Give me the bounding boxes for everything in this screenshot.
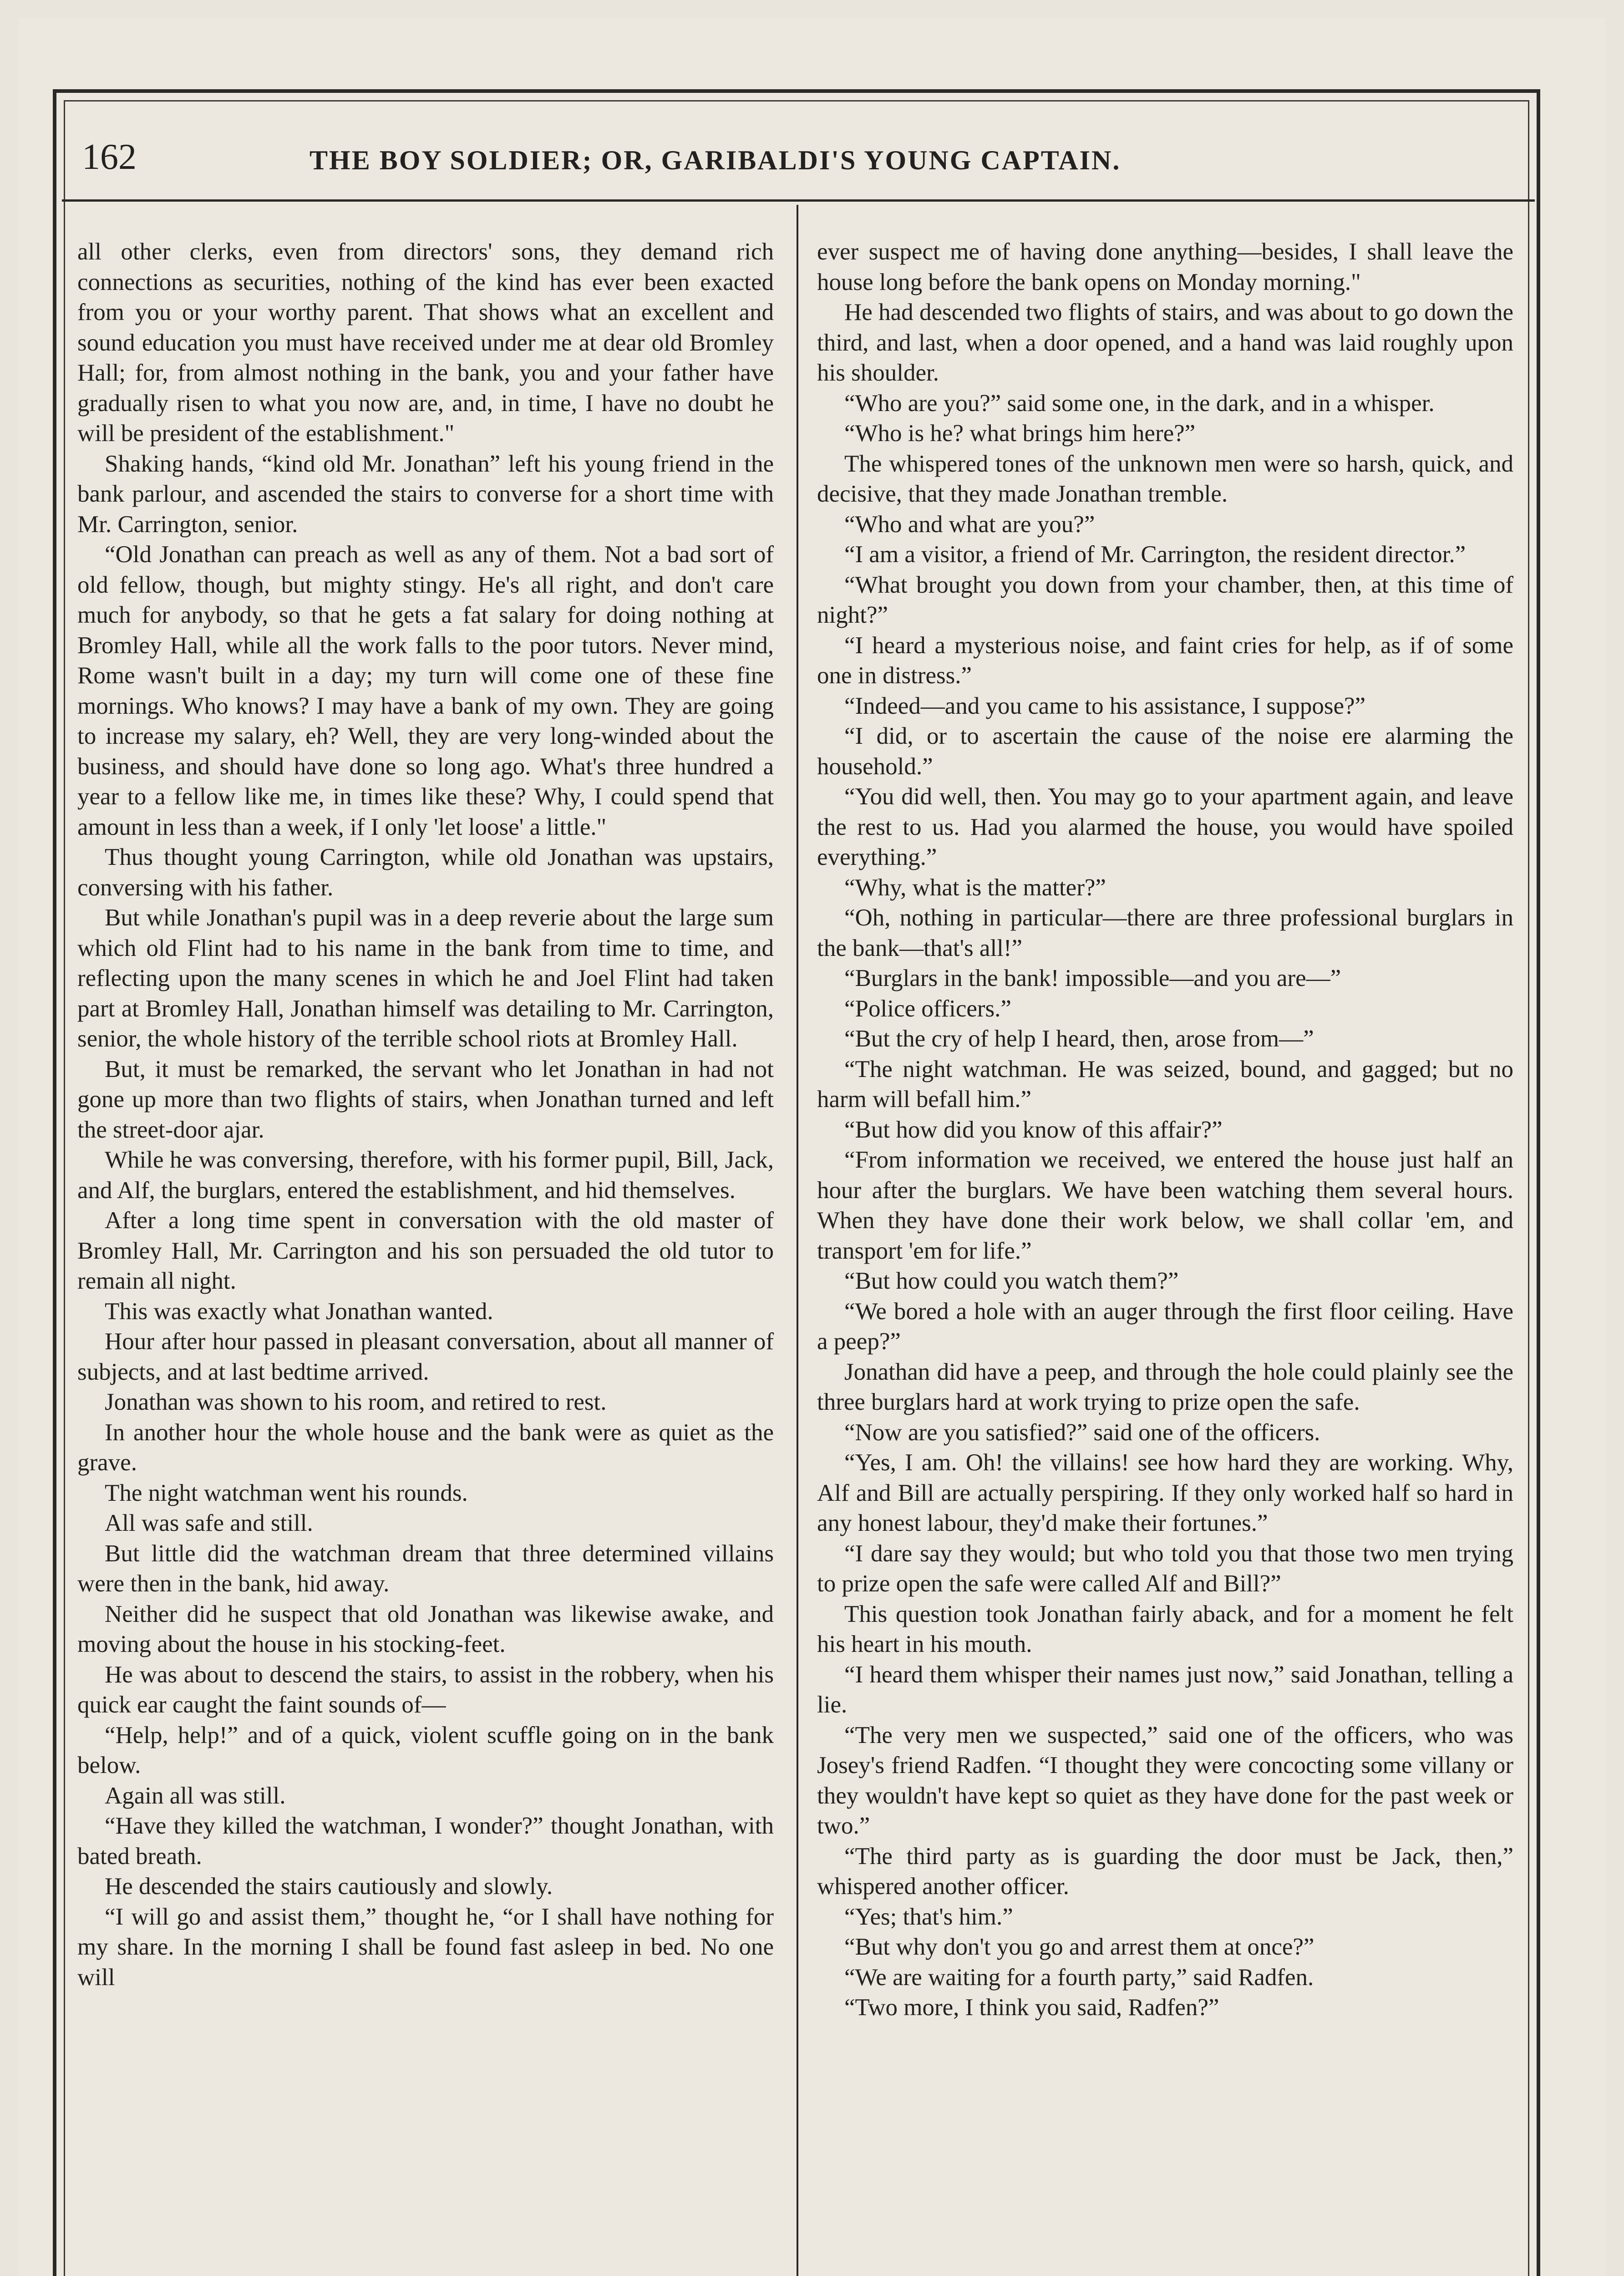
paragraph: “Have they killed the watchman, I wonder?” thought Jonathan, with bated breath. [77,1813,774,1870]
paragraph: This question took Jonathan fairly aback, and for a moment he felt his heart in his mouth. [817,1600,1513,1657]
paragraph: This was exactly what Jonathan wanted. [105,1298,493,1325]
paragraph: But, it must be remarked, the servant who let Jonathan in had not gone up more than two flights of stairs, when Jonathan turned and left the street-door ajar. [77,1056,774,1143]
paragraph: “I dare say they would; but who told you that those two men trying to prize open the safe were called Alf and Bill?” [817,1540,1513,1597]
paragraph: “I heard a mysterious noise, and faint cries for help, as if of some one in distress.” [817,632,1513,689]
paragraph: “I heard them whisper their names just now,” said Jonathan, telling a lie. [817,1661,1513,1718]
paragraph: “Two more, I think you said, Radfen?” [844,1994,1219,2021]
paragraph: He was about to descend the stairs, to assist in the robbery, when his quick ear caught the faint sounds of— [77,1661,774,1718]
running-title: THE BOY SOLDIER; OR, GARIBALDI'S YOUNG CAPTAIN. [310,145,1121,175]
paragraph: “Help, help!” and of a quick, violent scuffle going on in the bank below. [77,1722,774,1778]
paragraph: “We are waiting for a fourth party,” said Radfen. [844,1964,1314,1991]
paragraph: “You did well, then. You may go to your apartment again, and leave the rest to us. Had you alarmed the house, you would have spoiled everything.” [817,783,1513,870]
paragraph: Shaking hands, “kind old Mr. Jonathan” left his young friend in the bank parlour, and ascended the stairs to converse for a short time with Mr. Carrington, senior. [77,450,774,538]
paragraph: “The third party as is guarding the door must be Jack, then,” whispered another officer. [817,1843,1513,1900]
paragraph: “Yes, I am. Oh! the villains! see how hard they are working. Why, Alf and Bill are actually perspiring. If they only worked half so hard in any honest labour, they'd make their fortunes.” [817,1449,1513,1536]
paragraph: Jonathan did have a peep, and through the hole could plainly see the three burglars hard at work trying to prize open the safe. [817,1358,1513,1415]
paragraph: ever suspect me of having done anything—besides, I shall leave the house long before the bank opens on Monday morning." [817,239,1513,295]
paragraph: But little did the watchman dream that three determined villains were then in the bank, hid away. [77,1540,774,1597]
paragraph: “But how did you know of this affair?” [844,1116,1223,1143]
column-divider [797,205,798,2276]
paragraph: “Old Jonathan can preach as well as any of them. Not a bad sort of old fellow, though, but mighty stingy. He's all right, and don't care much for anybody, so that he gets a fat salary for doing nothing at Bromley Hall, while all the work falls to the poor tutors. Never mind, Rome wasn't built in a day; my turn will come one of these fine mornings. Who knows? I may have a bank of my own. They are going to increase my salary, eh? Well, they are very long-winded about the business, and should have done so long ago. What's three hundred a year to a fellow like me, in times like these? Why, I could spend that amount in less than a week, if I only 'let loose' a little." [77,541,774,840]
paragraph: “Indeed—and you came to his assistance, I suppose?” [844,692,1366,719]
paragraph: “Burglars in the bank! impossible—and you are—” [844,965,1341,991]
paragraph: The whispered tones of the unknown men were so harsh, quick, and decisive, that they made Jonathan tremble. [817,450,1513,507]
page-header [82,137,1356,191]
paragraph: He descended the stairs cautiously and slowly. [105,1873,553,1900]
paragraph: all other clerks, even from directors' sons, they demand rich connections as securities, nothing of the kind has ever been exacted from you or your worthy parent. That shows what an excellent and sound education you must have received under me at dear old Bromley Hall; for, from almost nothing in the bank, you and your father have gradually risen to what you now are, and, in time, I have no doubt he will be president of the establishment." [77,239,774,447]
paragraph: Thus thought young Carrington, while old Jonathan was upstairs, conversing with his father. [77,844,774,901]
paragraph: “Who are you?” said some one, in the dark, and in a whisper. [844,390,1435,417]
paragraph: He had descended two flights of stairs, and was about to go down the third, and last, when a door opened, and a hand was laid roughly upon his shoulder. [817,299,1513,386]
paragraph: “The very men we suspected,” said one of the officers, who was Josey's friend Radfen. “I thought they were concocting some villany or they wouldn't have kept so quiet as they have done for the past week or two.” [817,1722,1513,1839]
paragraph: “But how could you watch them?” [844,1268,1179,1294]
paragraph: “But why don't you go and arrest them at once?” [844,1934,1314,1960]
paragraph: “From information we received, we entered the house just half an hour after the burglars. We have been watching them several hours. When they have done their work below, we shall collar 'em, and transport 'em for life.” [817,1147,1513,1264]
paragraph: All was safe and still. [105,1510,313,1536]
right-column [817,237,1513,2276]
paragraph: Again all was still. [105,1782,286,1809]
paragraph: “Now are you satisfied?” said one of the officers. [844,1419,1320,1446]
paragraph: “Who and what are you?” [844,511,1095,538]
paragraph: After a long time spent in conversation with the old master of Bromley Hall, Mr. Carrington and his son persuaded the old tutor to remain all night. [77,1207,774,1294]
paragraph: “The night watchman. He was seized, bound, and gagged; but no harm will befall him.” [817,1056,1513,1113]
paragraph: Neither did he suspect that old Jonathan was likewise awake, and moving about the house in his stocking-feet. [77,1600,774,1657]
paragraph: “We bored a hole with an auger through the first floor ceiling. Have a peep?” [817,1298,1513,1355]
header-rule [62,199,1535,202]
paragraph: In another hour the whole house and the bank were as quiet as the grave. [77,1419,774,1476]
paragraph: “I will go and assist them,” thought he, “or I shall have nothing for my share. In the morning I shall be found fast asleep in bed. No one will [77,1903,774,1991]
paragraph: “Yes; that's him.” [844,1903,1013,1930]
paragraph: Jonathan was shown to his room, and retired to rest. [105,1389,607,1415]
paragraph: Hour after hour passed in pleasant conversation, about all manner of subjects, and at last bedtime arrived. [77,1328,774,1385]
paragraph: While he was conversing, therefore, with his former pupil, Bill, Jack, and Alf, the burglars, entered the establishment, and hid themselves. [77,1147,774,1204]
paragraph: “But the cry of help I heard, then, arose from—” [844,1026,1314,1052]
left-column [77,237,774,2276]
paragraph: “Who is he? what brings him here?” [844,420,1196,447]
paragraph: The night watchman went his rounds. [105,1479,468,1506]
paragraph: “Oh, nothing in particular—there are three professional burglars in the bank—that's all!” [817,904,1513,961]
page-number: 162 [82,137,137,177]
paragraph: “I am a visitor, a friend of Mr. Carrington, the resident director.” [844,541,1466,568]
paragraph: “I did, or to ascertain the cause of the noise ere alarming the household.” [817,723,1513,780]
paragraph: But while Jonathan's pupil was in a deep reverie about the large sum which old Flint had to his name in the bank from time to time, and reflecting upon the many scenes in which he and Joel Flint had taken part at Bromley Hall, Jonathan himself was detailing to Mr. Carrington, senior, the whole history of the terrible school riots at Bromley Hall. [77,904,774,1052]
paragraph: “Why, what is the matter?” [844,874,1106,901]
paragraph: “Police officers.” [844,995,1011,1022]
paragraph: “What brought you down from your chamber, then, at this time of night?” [817,571,1513,628]
